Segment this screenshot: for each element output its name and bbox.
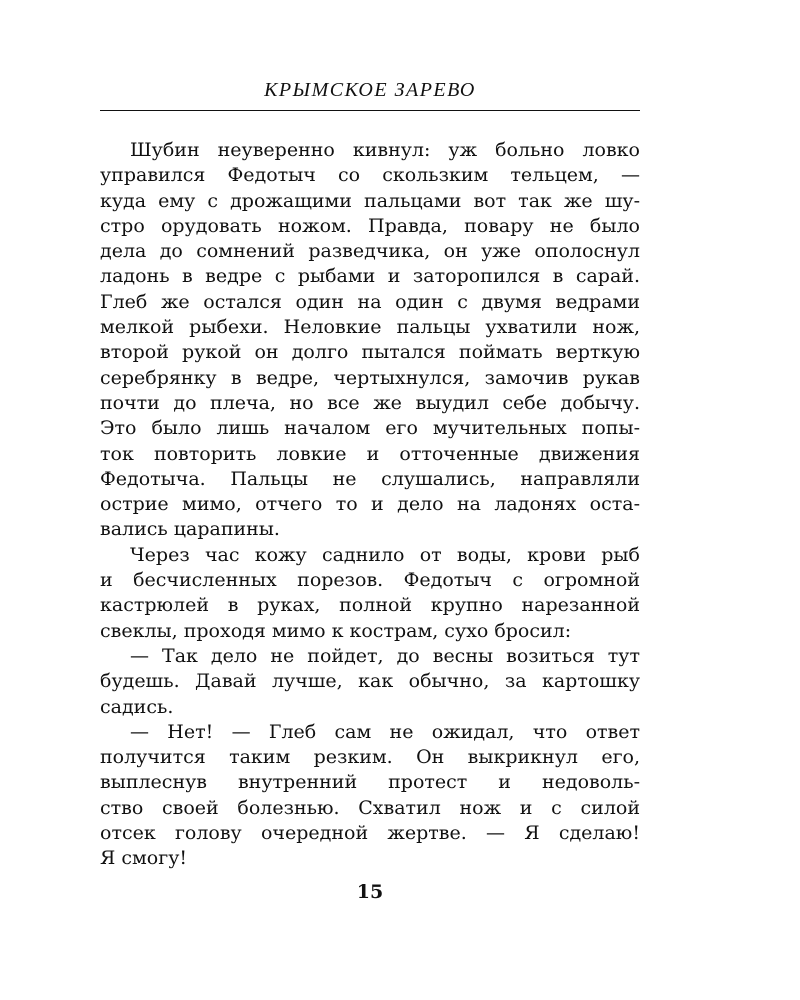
header-rule bbox=[100, 110, 640, 111]
text-line: мелкой рыбехи. Неловкие пальцы ухватили нож, bbox=[100, 316, 640, 339]
body-text bbox=[100, 138, 640, 872]
paragraph bbox=[100, 720, 640, 872]
text-line: стро орудовать ножом. Правда, повару не было bbox=[100, 214, 640, 237]
paragraph bbox=[100, 138, 640, 543]
text-line: выплеснув внутренний протест и недоволь- bbox=[100, 771, 640, 794]
text-line: ство своей болезнью. Схватил нож и с силой bbox=[100, 796, 640, 819]
text-line: ладонь в ведре с рыбами и заторопился в сарай. bbox=[100, 265, 640, 288]
text-line: острие мимо, отчего то и дело на ладонях оста- bbox=[100, 493, 640, 516]
text-line: почти до плеча, но все же выудил себе добычу. bbox=[100, 391, 640, 414]
text-line: Через час кожу саднило от воды, крови рыб bbox=[130, 543, 640, 566]
text-line: свеклы, проходя мимо к кострам, сухо бросил: bbox=[100, 619, 572, 642]
text-line: Шубин неуверенно кивнул: уж больно ловко bbox=[130, 139, 640, 161]
text-line: серебрянку в ведре, чертыхнулся, замочив рукав bbox=[100, 366, 640, 389]
text-line: куда ему с дрожащими пальцами вот так же шу- bbox=[100, 189, 640, 212]
text-line: будешь. Давай лучше, как обычно, за картошку bbox=[100, 670, 640, 693]
text-line: Я смогу! bbox=[100, 847, 188, 870]
text-line: Глеб же остался один на один с двумя ведрами bbox=[100, 290, 640, 313]
text-line: — Так дело не пойдет, до весны возиться тут bbox=[130, 644, 640, 667]
text-line: кастрюлей в руках, полной крупно нарезанной bbox=[100, 594, 640, 617]
text-line: и бесчисленных порезов. Федотыч с огромной bbox=[100, 569, 640, 592]
text-line: второй рукой он долго пытался поймать верткую bbox=[100, 341, 640, 364]
text-line: получится таким резким. Он выкрикнул его, bbox=[100, 746, 640, 769]
text-line: садись. bbox=[100, 695, 174, 718]
text-line: отсек голову очередной жертве. — Я сделаю! bbox=[100, 822, 640, 845]
text-line: вались царапины. bbox=[100, 518, 280, 541]
text-line: — Нет! — Глеб сам не ожидал, что ответ bbox=[130, 720, 640, 743]
text-line: управился Федотыч со скользким тельцем, — bbox=[100, 164, 640, 187]
text-line: ток повторить ловкие и отточенные движения bbox=[100, 442, 640, 465]
paragraph bbox=[100, 644, 640, 720]
page-number: 15 bbox=[356, 881, 384, 903]
running-head: КРЫМСКОЕ ЗАРЕВО bbox=[264, 79, 476, 101]
paragraph bbox=[100, 543, 640, 644]
text-line: дела до сомнений разведчика, он уже ополоснул bbox=[100, 240, 640, 263]
text-line: Это было лишь началом его мучительных попы- bbox=[100, 417, 640, 440]
text-line: Федотыча. Пальцы не слушались, направляли bbox=[100, 467, 640, 490]
